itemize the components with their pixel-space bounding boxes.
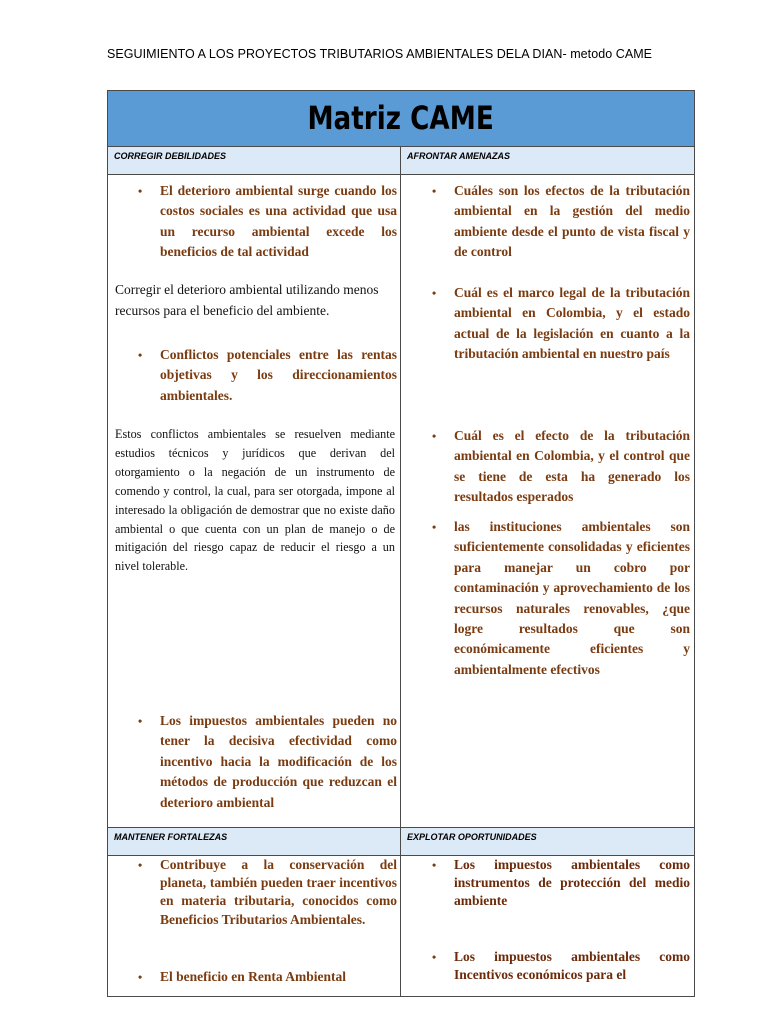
quadrant-mantener [108, 856, 401, 997]
quadrant-corregir [108, 175, 401, 828]
afrontar-bullet-3: • Cuál es el efecto de la tributación ambiental en Colombia, y el control que se tiene de esta ha generado los resultados esperados [454, 426, 690, 508]
corregir-bullet-3: • Los impuestos ambientales pueden no tener la decisiva efectividad como incentivo hacia la modificación de los métodos de producción que reduzcan el deterioro ambiental [160, 711, 397, 813]
header-mantener-fortalezas: MANTENER FORTALEZAS [108, 828, 401, 856]
page-heading: SEGUIMIENTO A LOS PROYECTOS TRIBUTARIOS AMBIENTALES DELA DIAN- metodo CAME [107, 47, 653, 61]
corregir-text-2: Estos conflictos ambientales se resuelven mediante estudios técnicos y jurídicos que derivan del otorgamiento o la negación de un instrumento de comendo y control, la cual, para ser otorgada, impone al interesado la obligación de demostrar que no existe daño ambiental o que cuenta con un plan de manejo o de mitigación del riesgo capaz de reducir el riesgo a un nivel tolerable. [115, 427, 395, 574]
afrontar-bullet-1: • Cuáles son los efectos de la tributación ambiental en la gestión del medio ambiente desde el punto de vista fiscal y de control [454, 181, 690, 263]
afrontar-bullet-4: • las instituciones ambientales son suficientemente consolidadas y eficientes para manejar un cobro por contaminación y aprovechamiento de los recursos naturales renovables, ¿que logre resultados que son económicamente eficientes y ambientalmente efectivos [454, 517, 690, 680]
afrontar-bullet-2: • Cuál es el marco legal de la tributación ambiental en Colombia, y el estado actual de la legislación en cuanto a la tributación ambiental en nuestro país [454, 283, 690, 365]
mantener-bullet-1: • Contribuye a la conservación del planeta, también pueden traer incentivos en materia tributaria, conocidos como Beneficios Tributarios Ambientales. [160, 856, 397, 929]
corregir-text-1: Corregir el deterioro ambiental utilizando menos recursos para el beneficio del ambiente. [115, 282, 379, 318]
matrix-title: Matriz CAME [307, 99, 495, 137]
quadrant-afrontar [401, 175, 695, 828]
header-corregir-debilidades: CORREGIR DEBILIDADES [108, 147, 401, 175]
header-explotar-oportunidades: EXPLOTAR OPORTUNIDADES [401, 828, 695, 856]
corregir-bullet-2: • Conflictos potenciales entre las rentas objetivas y los direccionamientos ambientales. [160, 345, 397, 406]
matrix-title-cell [108, 91, 695, 147]
corregir-bullet-1: • El deterioro ambiental surge cuando los costos sociales es una actividad que usa un recurso ambiental excede los beneficios de tal actividad [160, 181, 397, 263]
header-afrontar-amenazas: AFRONTAR AMENAZAS [401, 147, 695, 175]
quadrant-explotar [401, 856, 695, 997]
mantener-bullet-2: • El beneficio en Renta Ambiental [160, 968, 397, 986]
came-matrix-table [107, 90, 695, 997]
explotar-bullet-1: • Los impuestos ambientales como instrumentos de protección del medio ambiente [454, 856, 690, 911]
explotar-bullet-2: • Los impuestos ambientales como Incentivos económicos para el [454, 948, 690, 984]
